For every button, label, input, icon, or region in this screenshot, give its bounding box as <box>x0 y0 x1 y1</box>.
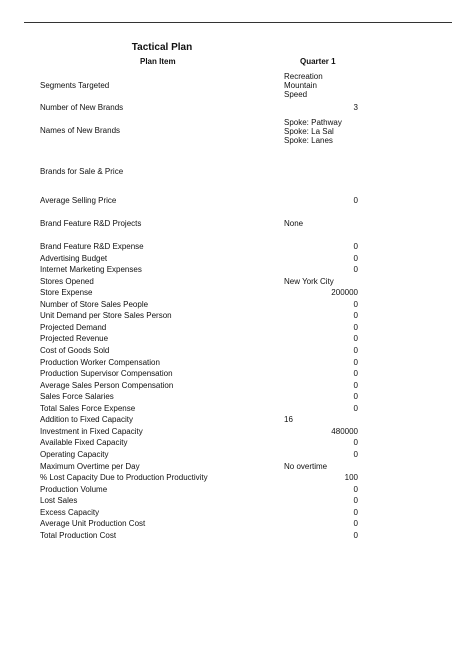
row-number: 0 <box>353 450 358 459</box>
row-number: 3 <box>353 103 358 112</box>
row-number: 0 <box>353 358 358 367</box>
row-label: Cost of Goods Sold <box>40 346 110 355</box>
header-plan-item: Plan Item <box>140 57 176 66</box>
row-label: Total Sales Force Expense <box>40 404 136 413</box>
segment-item: Mountain <box>284 81 317 90</box>
row-value: None <box>284 219 304 228</box>
row-label: Segments Targeted <box>40 81 110 90</box>
row-label: Production Supervisor Compensation <box>40 369 173 378</box>
brand-name-item: Spoke: Lanes <box>284 136 333 145</box>
row-label: Operating Capacity <box>40 450 109 459</box>
brand-name-item: Spoke: Pathway <box>284 118 342 127</box>
row-label: Brand Feature R&D Expense <box>40 242 144 251</box>
row-number: 480000 <box>331 427 358 436</box>
row-number: 0 <box>353 242 358 251</box>
row-label: Investment in Fixed Capacity <box>40 427 143 436</box>
row-number: 0 <box>353 404 358 413</box>
row-number: 0 <box>353 381 358 390</box>
top-rule <box>24 22 452 23</box>
row-number: 0 <box>353 323 358 332</box>
row-number: 0 <box>353 311 358 320</box>
row-label: Projected Revenue <box>40 334 109 343</box>
row-number: 0 <box>353 392 358 401</box>
row-number: 0 <box>353 519 358 528</box>
row-label: Names of New Brands <box>40 126 121 135</box>
row-label: Average Unit Production Cost <box>40 519 146 528</box>
row-label: Number of Store Sales People <box>40 300 149 309</box>
row-label: Average Sales Person Compensation <box>40 381 174 390</box>
row-number: 100 <box>344 473 358 482</box>
row-label: Unit Demand per Store Sales Person <box>40 311 172 320</box>
page-title: Tactical Plan <box>131 42 193 53</box>
row-label: Brand Feature R&D Projects <box>40 219 142 228</box>
row-label: Store Expense <box>40 288 93 297</box>
row-label: Internet Marketing Expenses <box>40 265 142 274</box>
brand-name-item: Spoke: La Sal <box>284 127 334 136</box>
row-label: Total Production Cost <box>40 531 117 540</box>
row-number: 0 <box>353 508 358 517</box>
row-label: Available Fixed Capacity <box>40 438 128 447</box>
row-label: Addition to Fixed Capacity <box>40 415 133 424</box>
row-label: Stores Opened <box>40 277 94 286</box>
row-label: Projected Demand <box>40 323 107 332</box>
row-number: 0 <box>353 254 358 263</box>
row-label: Maximum Overtime per Day <box>40 462 140 471</box>
row-number: 0 <box>353 346 358 355</box>
row-label: Number of New Brands <box>40 103 124 112</box>
row-label: Production Worker Compensation <box>40 358 160 367</box>
segment-item: Recreation <box>284 72 323 81</box>
row-label: Brands for Sale & Price <box>40 167 124 176</box>
row-number: 0 <box>353 334 358 343</box>
row-label: Advertising Budget <box>40 254 108 263</box>
row-value: No overtime <box>284 462 328 471</box>
row-number: 0 <box>353 300 358 309</box>
row-label: Lost Sales <box>40 496 78 505</box>
row-label: Excess Capacity <box>40 508 100 517</box>
row-number: 0 <box>353 496 358 505</box>
row-number: 0 <box>353 438 358 447</box>
segments-list <box>284 72 323 99</box>
row-number: 0 <box>353 196 358 205</box>
row-number: 0 <box>353 265 358 274</box>
segment-item: Speed <box>284 90 308 99</box>
row-value: 16 <box>284 415 293 424</box>
row-label: Sales Force Salaries <box>40 392 114 401</box>
row-label: % Lost Capacity Due to Production Productivity <box>40 473 208 482</box>
row-number: 200000 <box>331 288 358 297</box>
row-label: Production Volume <box>40 485 108 494</box>
row-number: 0 <box>353 531 358 540</box>
header-quarter-1: Quarter 1 <box>300 57 336 66</box>
row-value: New York City <box>284 277 334 286</box>
row-label: Average Selling Price <box>40 196 117 205</box>
row-number: 0 <box>353 369 358 378</box>
brand-names-list <box>284 118 342 145</box>
row-number: 0 <box>353 485 358 494</box>
